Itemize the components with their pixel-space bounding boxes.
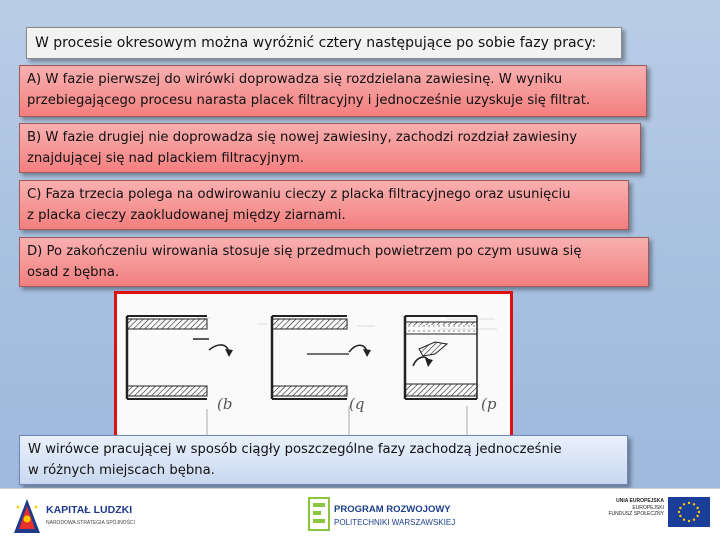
intro-heading: W procesie okresowym można wyróżnić cztery następujące po sobie fazy pracy:: [26, 27, 622, 59]
centrifuge-diagrams: [117, 294, 510, 450]
phase-d-box: [19, 237, 649, 287]
centrifuge-drum-3: [405, 316, 477, 439]
kapital-ludzki-title: KAPITAŁ LUDZKI: [46, 504, 133, 516]
diagram-label-3: (p: [481, 395, 497, 413]
program-rozwojowy-logo: [308, 494, 458, 536]
kapital-ludzki-emblem-icon: [12, 497, 42, 535]
centrifuge-drum-1: [127, 316, 233, 439]
eu-line-1: UNIA EUROPEJSKA: [616, 498, 664, 504]
phase-c-line-1: C) Faza trzecia polega na odwirowaniu cieczy z placka filtracyjnego oraz usunięciu: [27, 187, 571, 202]
phase-a-line-1: A) W fazie pierwszej do wirówki doprowadza się rozdzielana zawiesinę. W wyniku: [27, 72, 563, 87]
phase-d-line-1: D) Po zakończeniu wirowania stosuje się przedmuch powietrzem po czym usuwa się: [27, 244, 582, 259]
program-rozwojowy-line-2: POLITECHNIKI WARSZAWSKIEJ: [334, 518, 456, 527]
program-rozwojowy-emblem-icon: [308, 496, 330, 532]
eu-line-2: EUROPEJSKI: [632, 504, 664, 511]
eu-flag-icon: [668, 497, 710, 527]
note-line-1: W wirówce pracującej w sposób ciągły poszczególne fazy zachodzą jednocześnie: [28, 442, 562, 457]
phase-a-line-2: przebiegającego procesu narasta placek filtracyjny i jednocześnie uzyskuje się filtrat.: [27, 93, 591, 108]
phase-c-box: [19, 180, 629, 230]
kapital-ludzki-subtitle: NARODOWA STRATEGIA SPÓJNOŚCI: [46, 520, 135, 526]
phase-a-box: [19, 65, 647, 117]
diagram-label-1: (b: [217, 395, 233, 413]
phase-c-line-2: z placka cieczy zaokludowanej między ziarnami.: [27, 208, 346, 223]
eu-text-block: [598, 498, 664, 518]
continuous-operation-note: [19, 435, 628, 485]
eu-social-fund-logo: [598, 494, 712, 536]
phase-b-box: [19, 123, 641, 173]
phase-b-line-2: znajdującej się nad plackiem filtracyjnym.: [27, 151, 304, 166]
phase-b-line-1: B) W fazie drugiej nie doprowadza się nowej zawiesiny, zachodzi rozdział zawiesiny: [27, 130, 578, 145]
centrifuge-phases-figure: [114, 291, 513, 453]
phase-d-line-2: osad z bębna.: [27, 265, 120, 280]
program-rozwojowy-line-1: PROGRAM ROZWOJOWY: [334, 504, 451, 515]
note-line-2: w różnych miejscach bębna.: [28, 463, 215, 478]
footer-logos: [0, 488, 720, 540]
centrifuge-drum-2: [272, 316, 371, 439]
diagram-label-2: (q: [349, 395, 365, 413]
kapital-ludzki-logo: [12, 495, 136, 537]
eu-line-3: FUNDUSZ SPOŁECZNY: [608, 511, 664, 517]
